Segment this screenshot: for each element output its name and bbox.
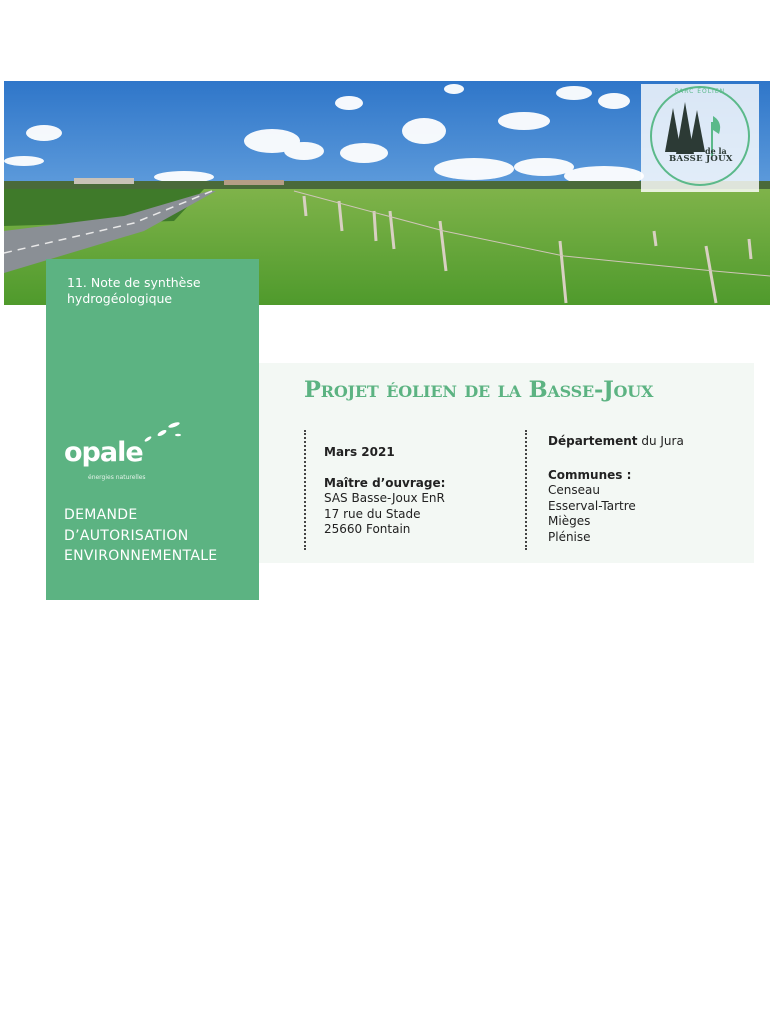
opale-logo: [64, 419, 184, 489]
demande-line-2: D’AUTORISATION: [64, 527, 189, 544]
logo-arc-text: PARC ÉOLIEN: [674, 88, 726, 95]
dotted-divider-left: [304, 430, 306, 550]
commune-item: Esserval-Tartre: [548, 498, 636, 513]
commune-item: Censeau: [548, 483, 600, 497]
commune-item: Mièges: [548, 514, 591, 528]
communes-label: Communes :: [548, 467, 632, 482]
departement-line: [548, 434, 748, 450]
dotted-divider-right: [525, 430, 527, 550]
left-info-column: [324, 445, 514, 538]
logo-name: BASSE JOUX: [669, 154, 733, 164]
demande-autorisation: [64, 505, 217, 567]
green-sidebar: [46, 259, 259, 600]
opale-tagline: énergies naturelles: [88, 474, 146, 481]
project-title: Projet éolien de la Basse-Joux: [304, 377, 654, 403]
departement-label: Département: [548, 434, 638, 448]
opale-wordmark: opale: [64, 437, 143, 468]
maitre-ouvrage-line-3: 25660 Fontain: [324, 522, 411, 536]
commune-item: Plénise: [548, 529, 591, 544]
project-info-panel: [259, 363, 754, 563]
demande-line-1: DEMANDE: [64, 507, 138, 523]
maitre-ouvrage-label: Maître d’ouvrage:: [324, 475, 446, 490]
maitre-ouvrage-line-2: 17 rue du Stade: [324, 506, 421, 521]
maitre-ouvrage-line-1: SAS Basse-Joux EnR: [324, 491, 445, 505]
right-info-column: [548, 434, 748, 545]
document-section-title: 11. Note de synthèse hydrogéologique: [67, 275, 201, 306]
departement-value: du Jura: [637, 434, 684, 448]
basse-joux-logo: [641, 84, 759, 192]
demande-line-3: ENVIRONNEMENTALE: [64, 548, 218, 564]
logo-de-la: de la: [705, 146, 727, 156]
document-date: Mars 2021: [324, 445, 395, 459]
